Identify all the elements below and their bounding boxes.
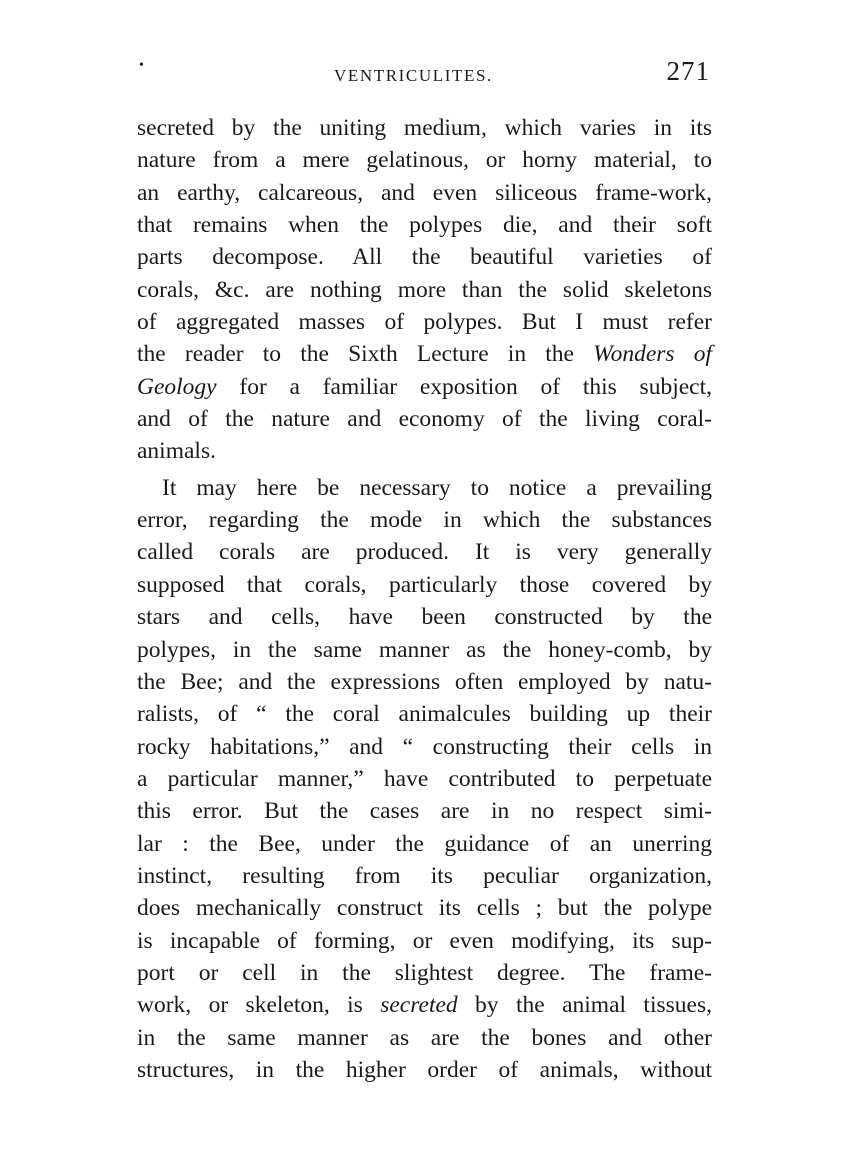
text-run: the reader to the Sixth Lecture in the xyxy=(137,341,594,368)
text-line: stars and cells, have been constructed by the xyxy=(137,604,712,631)
italic-word: secreted xyxy=(380,992,458,1019)
text-line: an earthy, calcareous, and even siliceous frame-work, xyxy=(137,179,712,206)
text-line xyxy=(137,989,712,1021)
running-title: VENTRICULITES. xyxy=(334,66,493,85)
text-line: port or cell in the slightest degree. The frame- xyxy=(137,959,712,986)
text-line xyxy=(137,371,712,403)
text-run: for a familiar exposition of this subject, xyxy=(216,373,712,400)
paragraph xyxy=(137,112,712,468)
text-line: a particular manner,” have contributed to perpetuate xyxy=(137,765,712,792)
text-line: corals, &c. are nothing more than the solid skeletons xyxy=(137,276,712,303)
text-line: and of the nature and economy of the living coral- xyxy=(137,406,712,433)
text-line: in the same manner as are the bones and other xyxy=(137,1024,712,1051)
paragraph xyxy=(137,472,712,1087)
page-marker: • xyxy=(139,58,146,73)
text-line: ralists, of “ the coral animalcules building up their xyxy=(137,701,712,728)
book-title-italic: Wonders of xyxy=(593,341,712,368)
text-line: is incapable of forming, or even modifying, its sup- xyxy=(137,927,712,954)
text-run: by the animal tissues, xyxy=(457,992,712,1019)
text-line: animals. xyxy=(137,438,216,465)
running-head xyxy=(137,58,712,94)
text-line xyxy=(137,338,712,370)
text-line: error, regarding the mode in which the substances xyxy=(137,507,712,534)
text-line: structures, in the higher order of animals, without xyxy=(137,1056,712,1083)
book-page xyxy=(137,58,712,1086)
text-line: polypes, in the same manner as the honey-comb, by xyxy=(137,636,712,663)
text-line: of aggregated masses of polypes. But I must refer xyxy=(137,309,712,336)
text-line: parts decompose. All the beautiful varieties of xyxy=(137,244,712,271)
book-title-italic: Geology xyxy=(137,373,217,400)
text-line: nature from a mere gelatinous, or horny material, to xyxy=(137,147,712,174)
text-line: does mechanically construct its cells ; but the polype xyxy=(137,895,712,922)
text-line: lar : the Bee, under the guidance of an unerring xyxy=(137,830,712,857)
text-line: instinct, resulting from its peculiar organization, xyxy=(137,862,712,889)
text-line: supposed that corals, particularly those covered by xyxy=(137,571,712,598)
text-line: called corals are produced. It is very generally xyxy=(137,539,712,566)
page-number: 271 xyxy=(666,56,710,86)
body-text xyxy=(137,112,712,1086)
text-line: this error. But the cases are in no respect simi- xyxy=(137,798,712,825)
text-line: that remains when the polypes die, and their soft xyxy=(137,212,712,239)
text-line: It may here be necessary to notice a prevailing xyxy=(162,474,712,501)
text-line: secreted by the uniting medium, which varies in its xyxy=(137,115,712,141)
text-run: work, or skeleton, is xyxy=(137,992,381,1019)
text-line: the Bee; and the expressions often employed by natu- xyxy=(137,668,712,695)
text-line: rocky habitations,” and “ constructing their cells in xyxy=(137,733,712,760)
